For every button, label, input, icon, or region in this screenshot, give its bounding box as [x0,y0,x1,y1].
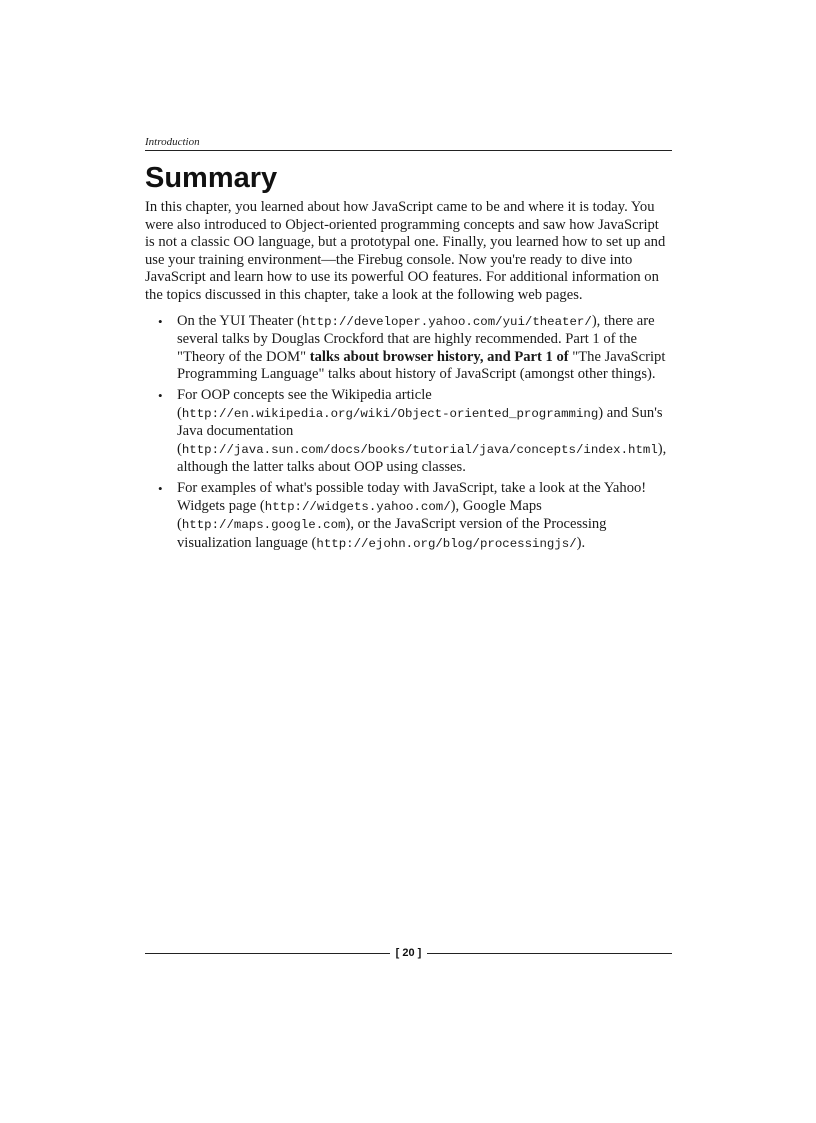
java-docs-link[interactable]: http://java.sun.com/docs/books/tutorial/java/concepts/index.html [181,442,658,457]
list-text: ), or the JavaScript version of the Processing visualization language ( [177,516,607,551]
processingjs-link[interactable]: http://ejohn.org/blog/processingjs/ [316,536,577,551]
list-item-oop-concepts [145,387,672,477]
resource-list [145,313,672,554]
list-text: For OOP concepts see the Wikipedia article ( [177,386,432,421]
list-text: For examples of what's possible today with JavaScript, take a look at the Yahoo! Widgets page ( [177,479,647,514]
bullet-icon: • [158,480,163,496]
bullet-icon: • [158,387,163,403]
bullet-icon: • [158,313,163,329]
list-text: ), there are several talks by Douglas Crockford that are highly recommended. Part 1 of the "Theory of the DOM" [177,312,655,365]
list-text: On the YUI Theater ( [177,312,302,329]
footer-rule-right [427,953,672,954]
header-rule [145,150,672,151]
intro-paragraph: In this chapter, you learned about how JavaScript came to be and where it is today. You were also introduced to Object-oriented programming concepts and saw how JavaScript is not a classic OO language, but a prototypal one. Finally, you learned how to set up and use your training environment—the Firebug console. Now you're ready to dive into JavaScript and learn how to use its powerful OO features. For additional information on the topics discussed in this chapter, take a look at the following web pages. [145,199,666,303]
page-footer [145,944,672,962]
running-header: Introduction [145,136,200,148]
yahoo-widgets-link[interactable]: http://widgets.yahoo.com/ [264,499,451,514]
wikipedia-oop-link[interactable]: http://en.wikipedia.org/wiki/Object-oriented_programming [181,406,599,421]
footer-rule-left [145,953,390,954]
google-maps-link[interactable]: http://maps.google.com [181,518,346,533]
list-text: ) and Sun's Java documentation ( [177,404,663,457]
list-text: ), although the latter talks about OOP using classes. [177,440,667,476]
list-text: "The JavaScript Programming Language" talks about history of JavaScript (amongst other things). [177,348,666,383]
page-number: [ 20 ] [395,947,422,959]
list-item-examples [145,480,672,553]
book-page [145,0,672,1123]
list-item-yui-theater [145,313,672,384]
list-text: ), Google Maps ( [177,497,542,533]
yui-theater-link[interactable]: http://developer.yahoo.com/yui/theater/ [301,314,592,329]
section-title: Summary [145,162,278,194]
list-text: ). [576,534,586,551]
body-text [145,199,672,556]
list-text-bold: talks about browser history, and Part 1 of [309,348,569,365]
